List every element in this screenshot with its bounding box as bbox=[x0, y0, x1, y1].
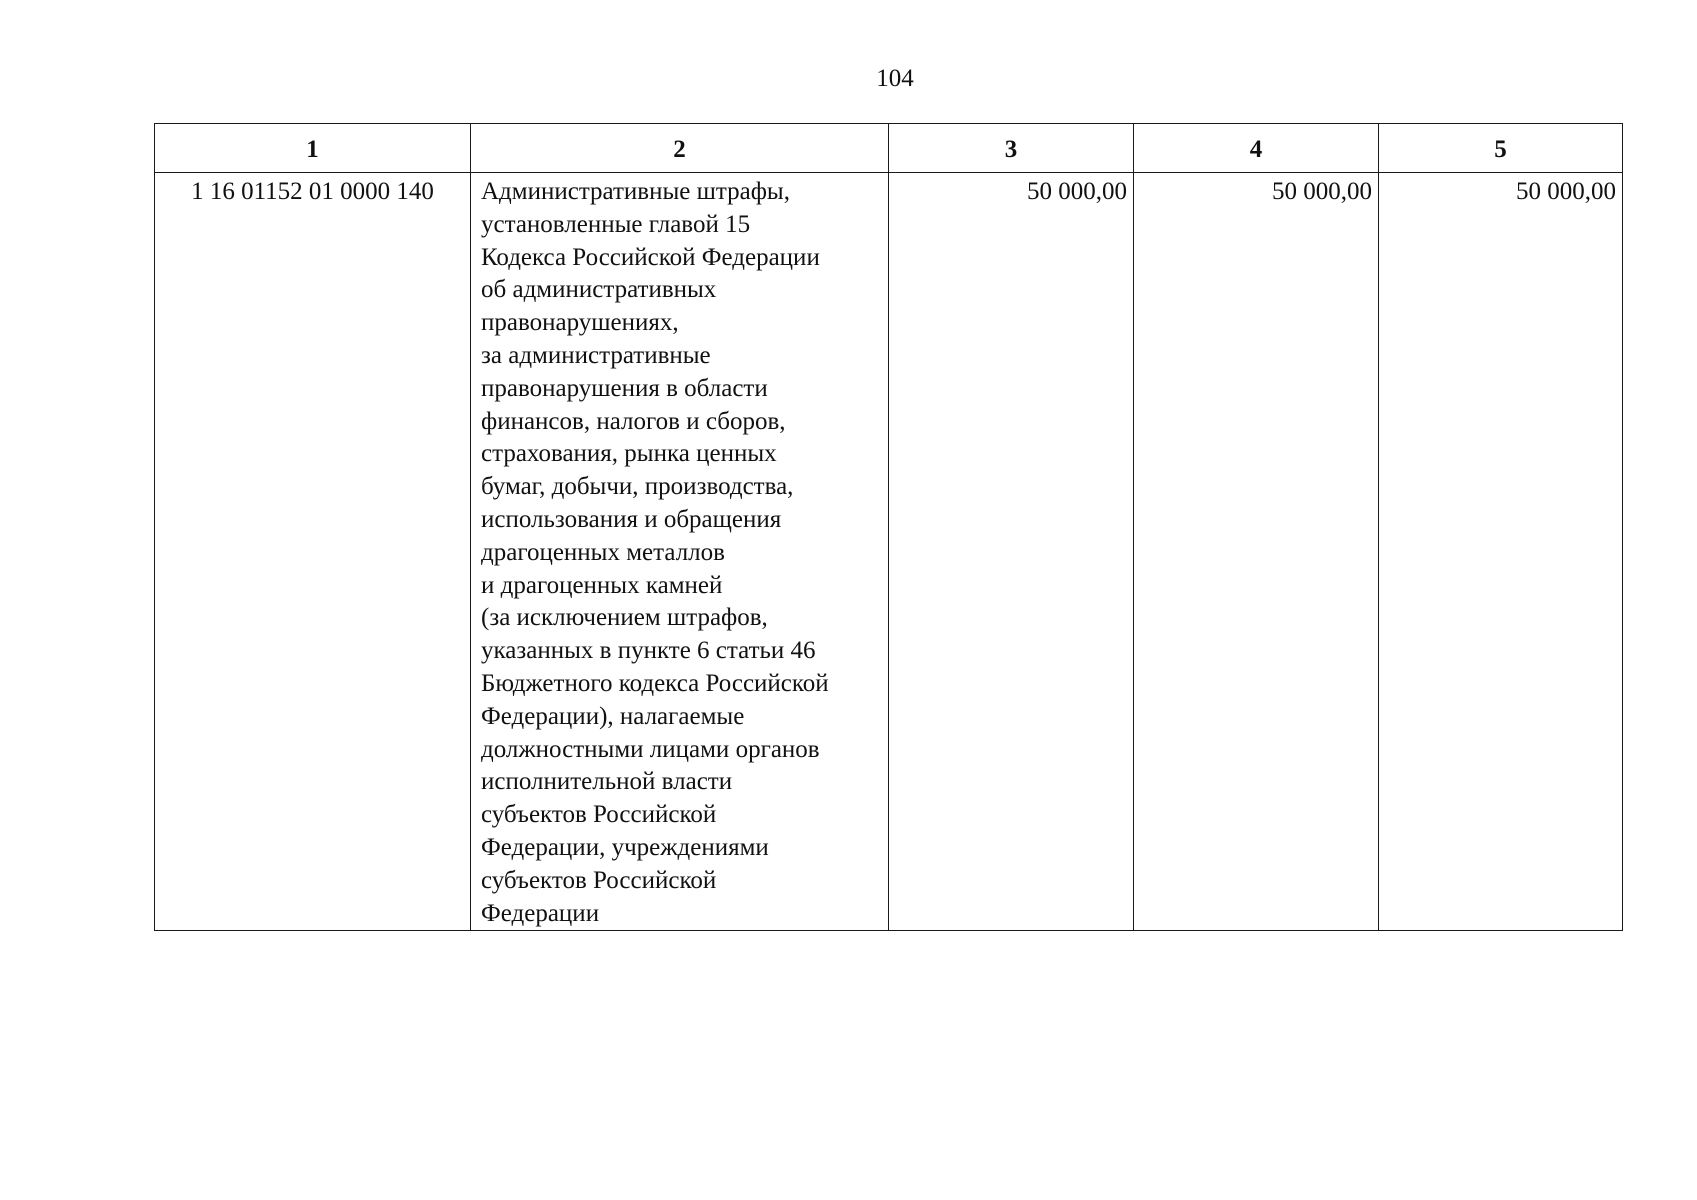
description-line: использования и обращения bbox=[481, 505, 782, 533]
description-line: драгоценных металлов bbox=[481, 538, 725, 566]
description-line: Кодекса Российской Федерации bbox=[481, 243, 820, 271]
column-header-4: 4 bbox=[1134, 124, 1379, 173]
description-line: (за исключением штрафов, bbox=[481, 604, 768, 632]
description-line: должностными лицами органов bbox=[481, 735, 820, 763]
classification-code: 1 16 01152 01 0000 140 bbox=[155, 173, 471, 931]
description-line: правонарушениях, bbox=[481, 309, 679, 337]
description-line: об административных bbox=[481, 276, 717, 304]
amount-column-5: 50 000,00 bbox=[1379, 173, 1623, 931]
revenue-description bbox=[471, 173, 889, 931]
description-line: указанных в пункте 6 статьи 46 bbox=[481, 637, 816, 665]
description-line: субъектов Российской bbox=[481, 866, 717, 894]
description-line: Федерации, учреждениями bbox=[481, 833, 769, 861]
column-header-3: 3 bbox=[889, 124, 1134, 173]
page-number: 104 bbox=[876, 65, 914, 92]
description-line: установленные главой 15 bbox=[481, 210, 751, 238]
table-header-row bbox=[155, 124, 1623, 173]
description-line: Федерации), налагаемые bbox=[481, 702, 745, 730]
description-line: субъектов Российской bbox=[481, 801, 717, 829]
column-header-2: 2 bbox=[471, 124, 889, 173]
column-header-1: 1 bbox=[155, 124, 471, 173]
description-line: за административные bbox=[481, 341, 711, 369]
budget-table bbox=[154, 123, 1623, 931]
amount-column-4: 50 000,00 bbox=[1134, 173, 1379, 931]
description-line: Федерации bbox=[481, 899, 600, 927]
description-line: бумаг, добычи, производства, bbox=[481, 473, 794, 501]
description-line: правонарушения в области bbox=[481, 374, 768, 402]
description-line: финансов, налогов и сборов, bbox=[481, 407, 786, 435]
description-line: исполнительной власти bbox=[481, 768, 733, 796]
amount-column-3: 50 000,00 bbox=[889, 173, 1134, 931]
description-line: страхования, рынка ценных bbox=[481, 440, 777, 468]
description-line: и драгоценных камней bbox=[481, 571, 723, 599]
description-line: Бюджетного кодекса Российской bbox=[481, 669, 829, 697]
column-header-5: 5 bbox=[1379, 124, 1623, 173]
table-row bbox=[155, 173, 1623, 931]
description-line: Административные штрафы, bbox=[481, 178, 790, 205]
